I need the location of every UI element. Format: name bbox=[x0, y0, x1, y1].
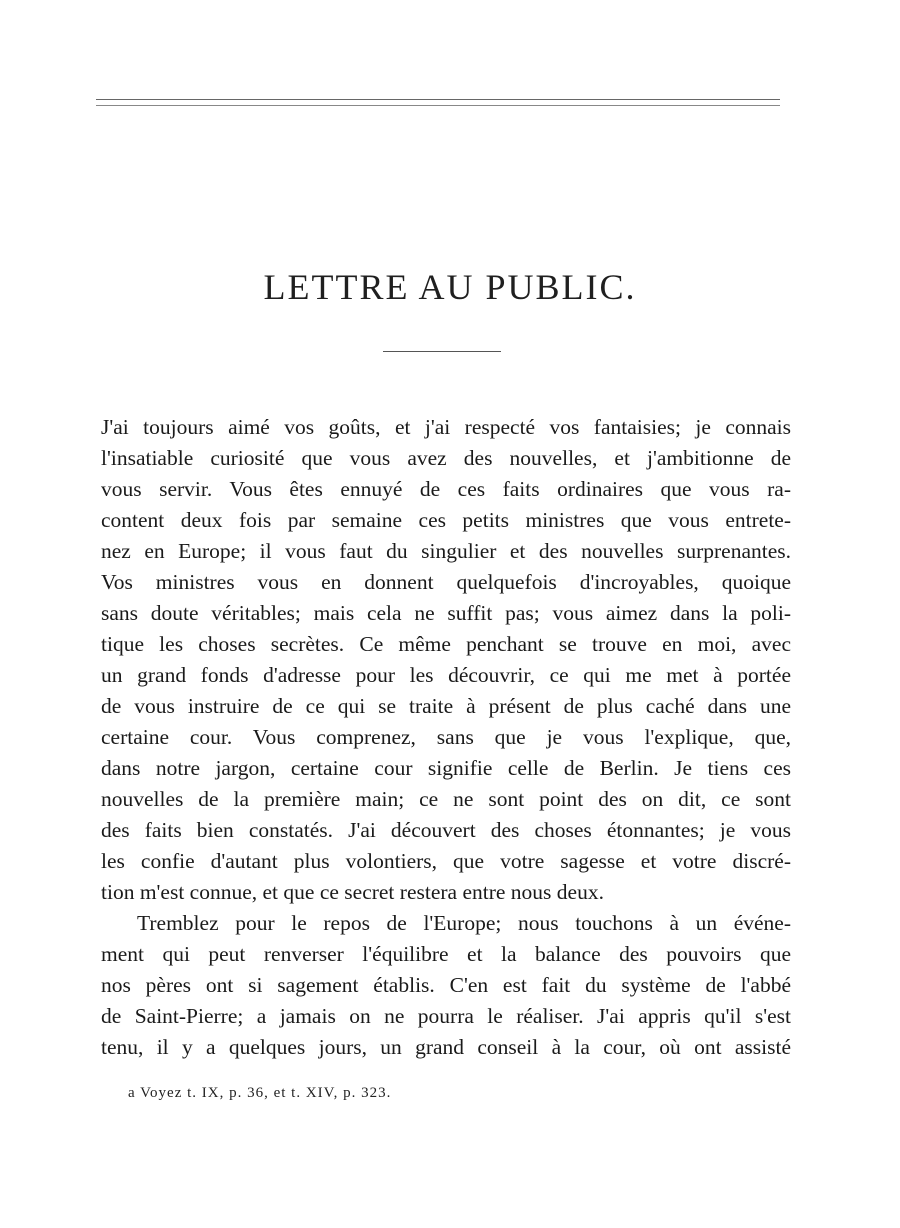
text-line: de Saint-Pierre; a jamais on ne pourra le réaliser. J'ai appris qu'il s'est bbox=[101, 1004, 791, 1028]
text-line: certaine cour. Vous comprenez, sans que je vous l'explique, que, bbox=[101, 725, 791, 749]
top-double-rule bbox=[96, 99, 780, 106]
text-line: des faits bien constatés. J'ai découvert des choses étonnantes; je vous bbox=[101, 818, 791, 842]
text-line: Vos ministres vous en donnent quelquefois d'incroyables, quoique bbox=[101, 570, 791, 594]
paragraph-1 bbox=[101, 412, 791, 908]
text-line: ment qui peut renverser l'équilibre et la balance des pouvoirs que bbox=[101, 942, 791, 966]
page-title: LETTRE AU PUBLIC. bbox=[263, 267, 637, 307]
text-line: nouvelles de la première main; ce ne sont point des on dit, ce sont bbox=[101, 787, 791, 811]
letter-body bbox=[101, 412, 791, 1063]
text-line: tenu, il y a quelques jours, un grand conseil à la cour, où ont assisté bbox=[101, 1035, 791, 1059]
text-line: nez en Europe; il vous faut du singulier et des nouvelles surprenantes. bbox=[101, 539, 791, 563]
text-line: tion m'est connue, et que ce secret restera entre nous deux. bbox=[101, 880, 604, 904]
text-line: dans notre jargon, certaine cour signifie celle de Berlin. Je tiens ces bbox=[101, 756, 791, 780]
text-line: sans doute véritables; mais cela ne suffit pas; vous aimez dans la poli- bbox=[101, 601, 791, 625]
text-line: vous servir. Vous êtes ennuyé de ces faits ordinaires que vous ra- bbox=[101, 477, 791, 501]
text-line: l'insatiable curiosité que vous avez des nouvelles, et j'ambitionne de bbox=[101, 446, 791, 470]
footnote: a Voyez t. IX, p. 36, et t. XIV, p. 323. bbox=[128, 1085, 392, 1101]
text-line: content deux fois par semaine ces petits ministres que vous entrete- bbox=[101, 508, 791, 532]
text-line: tique les choses secrètes. Ce même penchant se trouve en moi, avec bbox=[101, 632, 791, 656]
text-line: nos pères ont si sagement établis. C'en est fait du système de l'abbé bbox=[101, 973, 791, 997]
text-line: de vous instruire de ce qui se traite à présent de plus caché dans une bbox=[101, 694, 791, 718]
text-line: un grand fonds d'adresse pour les découvrir, ce qui me met à portée bbox=[101, 663, 791, 687]
title-separator bbox=[383, 351, 501, 352]
paragraph-2 bbox=[101, 908, 791, 1063]
text-line: les confie d'autant plus volontiers, que votre sagesse et votre discré- bbox=[101, 849, 791, 873]
text-line: Tremblez pour le repos de l'Europe; nous touchons à un événe- bbox=[137, 911, 791, 935]
text-line: J'ai toujours aimé vos goûts, et j'ai respecté vos fantaisies; je connais bbox=[101, 415, 791, 439]
